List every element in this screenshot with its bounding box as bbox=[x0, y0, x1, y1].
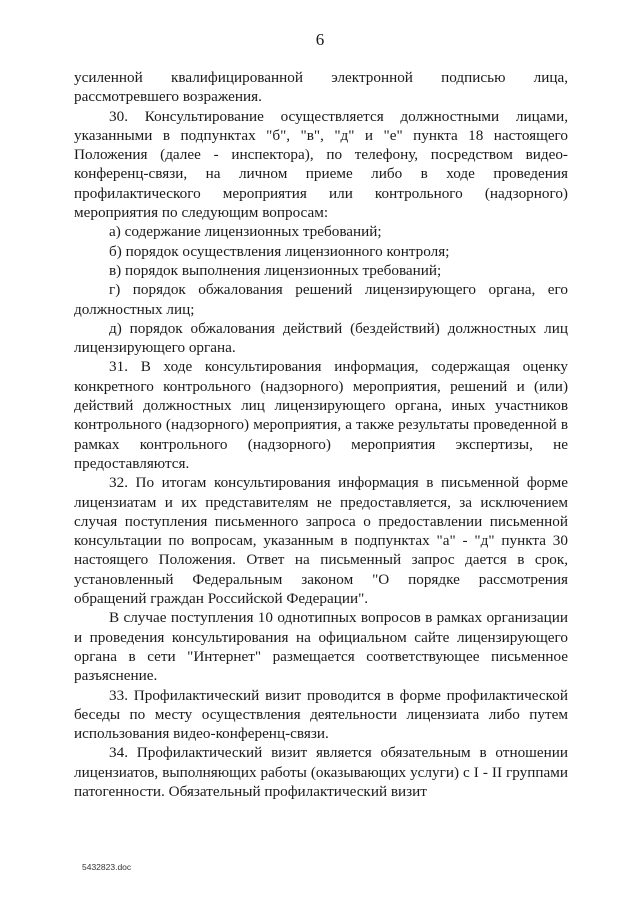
document-body bbox=[74, 68, 568, 801]
paragraph: в) порядок выполнения лицензионных требований; bbox=[109, 261, 442, 279]
paragraph: 31. В ходе консультирования информация, содержащая оценку конкретного контрольного (надзорного) мероприятия, решений и (или) действий должностных лиц лицензирующего органа, иных участников контрольного (надзорного) мероприятия, а также результаты проведенной в рамках контрольного (надзорного) мероприятия экспертизы, не предоставляются. bbox=[74, 358, 568, 472]
page-number: 6 bbox=[315, 30, 325, 49]
paragraph: 33. Профилактический визит проводится в форме профилактической беседы по месту осуществления деятельности лицензиата либо путем использования видео-конференц-связи. bbox=[74, 686, 568, 743]
paragraph: В случае поступления 10 однотипных вопросов в рамках организации и проведения консультирования на официальном сайте лицензирующего органа в сети "Интернет" размещается соответствующее письменное разъяснение. bbox=[74, 609, 568, 685]
paragraph: 30. Консультирование осуществляется должностными лицами, указанными в подпунктах "б", "в", "д" и "е" пункта 18 настоящего Положения (далее - инспектора), по телефону, посредством видео-конференц-связи, на личном приеме либо в ходе проведения профилактического мероприятия или контрольного (надзорного) мероприятия по следующим вопросам: bbox=[74, 107, 568, 222]
paragraph: а) содержание лицензионных требований; bbox=[109, 223, 382, 241]
paragraph: д) порядок обжалования действий (бездействий) должностных лиц лицензирующего органа. bbox=[74, 319, 568, 357]
paragraph: б) порядок осуществления лицензионного контроля; bbox=[109, 242, 450, 260]
paragraph: 34. Профилактический визит является обязательным в отношении лицензиатов, выполняющих работы (оказывающих услуги) с I - II группами патогенности. Обязательный профилактический визит bbox=[74, 744, 568, 800]
document-file-code: 5432823.doc bbox=[82, 862, 132, 872]
paragraph: усиленной квалифицированной электронной подписью лица, рассмотревшего возражения. bbox=[74, 69, 568, 106]
paragraph: 32. По итогам консультирования информация в письменной форме лицензиатам и их представителям не предоставляется, за исключением случая поступления письменного запроса о предоставлении письменной консультации по вопросам, указанным в подпунктах "а" - "д" пункта 30 настоящего Положения. Ответ на письменный запрос дается в срок, установленный Федеральным законом "О порядке рассмотрения обращений граждан Российской Федерации". bbox=[74, 474, 568, 608]
paragraph: г) порядок обжалования решений лицензирующего органа, его должностных лиц; bbox=[74, 281, 568, 318]
